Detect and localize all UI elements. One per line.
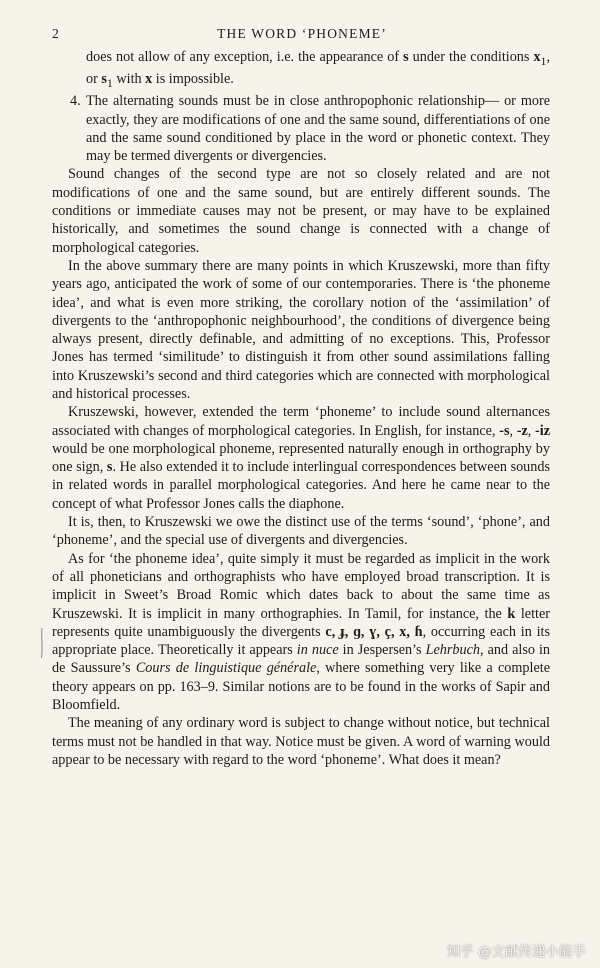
- list-item-number: 4.: [70, 93, 81, 110]
- running-head: THE WORD ‘PHONEME’: [217, 26, 387, 41]
- margin-pencil-mark: [40, 627, 44, 659]
- paragraph-extended: Kruszewski, however, extended the term ‘phoneme’ to include sound alternances associated with changes of morphological categories. In English, for instance, -s, -z, -iz would be one morphological phoneme, represented naturally enough in orthography by one sign, s. He also extended it to include interlingual correspondences between sounds in related words in parallel morphological categories. And here he came near to the concept of what Professor Jones calls the diaphone.: [52, 404, 551, 512]
- paragraph-second-type: Sound changes of the second type are not so closely related and are not modifications of one and the same sound, but are entirely different sounds. The conditions or immediate causes may not be present, or may have to be explained historically, and sometimes the sound change is connected with a change of morphological categories.: [52, 166, 550, 256]
- page-header: [52, 26, 552, 44]
- page-number: 2: [52, 26, 60, 41]
- list-item-3-continuation: does not allow of any exception, i.e. the appearance of s under the conditions $x_1$, or $s_1$ with x is impossible.: [86, 49, 550, 90]
- paragraph-phoneme-idea: As for ‘the phoneme idea’, quite simply it must be regarded as implicit in the work of all phoneticians and orthographists who have employed broad transcription. It is implicit in Sweet’s Broad Romic which dates back to about the same time as Kruszewski. It is implicit in many orthographies. In Tamil, for instance, the k letter represents quite unambiguously the divergents c, ɟ, ɡ, ɣ, ç, x, ɦ, occurring each in its appropriate place. Theoretically it appears in nuce in Jespersen’s Lehrbuch, and also in de Saussure’s Cours de linguistique générale, where something very like a complete theory appears on pp. 163–9. Similar notions are to be found in the works of Sapir and Bloomfield.: [52, 550, 551, 714]
- watermark: 知乎 @文献传递小能手: [446, 944, 586, 960]
- list-item-4: [52, 92, 550, 165]
- page-body: [52, 48, 550, 769]
- list-item-text: The alternating sounds must be in close anthropophonic relationship— or more exactly, they are modifications of one and the same sound, differentiations of one and the same sound conditioned by place in the word or phonetic context. They may be termed divergents or divergencies.: [86, 93, 550, 165]
- paragraph-summary: In the above summary there are many points in which Kruszewski, more than fifty years ago, anticipated the work of some of our contemporaries. There is ‘the phoneme idea’, and what is even more striking, the corollary notion of the ‘assimilation’ of divergents to the ‘anthropophonic neighbourhood’, the conditions of divergence being always present, directly definable, and admitting of no exceptions. This, Professor Jones has termed ‘similitude’ to distinguish it from other sound assimilations falling into Kruszewski’s second and third categories which are connected with morphological and historical processes.: [52, 257, 550, 402]
- paragraph-meaning: The meaning of any ordinary word is subject to change without notice, but technical terms must not be handled in that way. Notice must be given. A word of warning would appear to be necessary with regard to the word ‘phoneme’. What does it mean?: [52, 715, 550, 768]
- paragraph-owe: It is, then, to Kruszewski we owe the distinct use of the terms ‘sound’, ‘phone’, and ‘phoneme’, and the special use of divergents and divergencies.: [52, 514, 550, 549]
